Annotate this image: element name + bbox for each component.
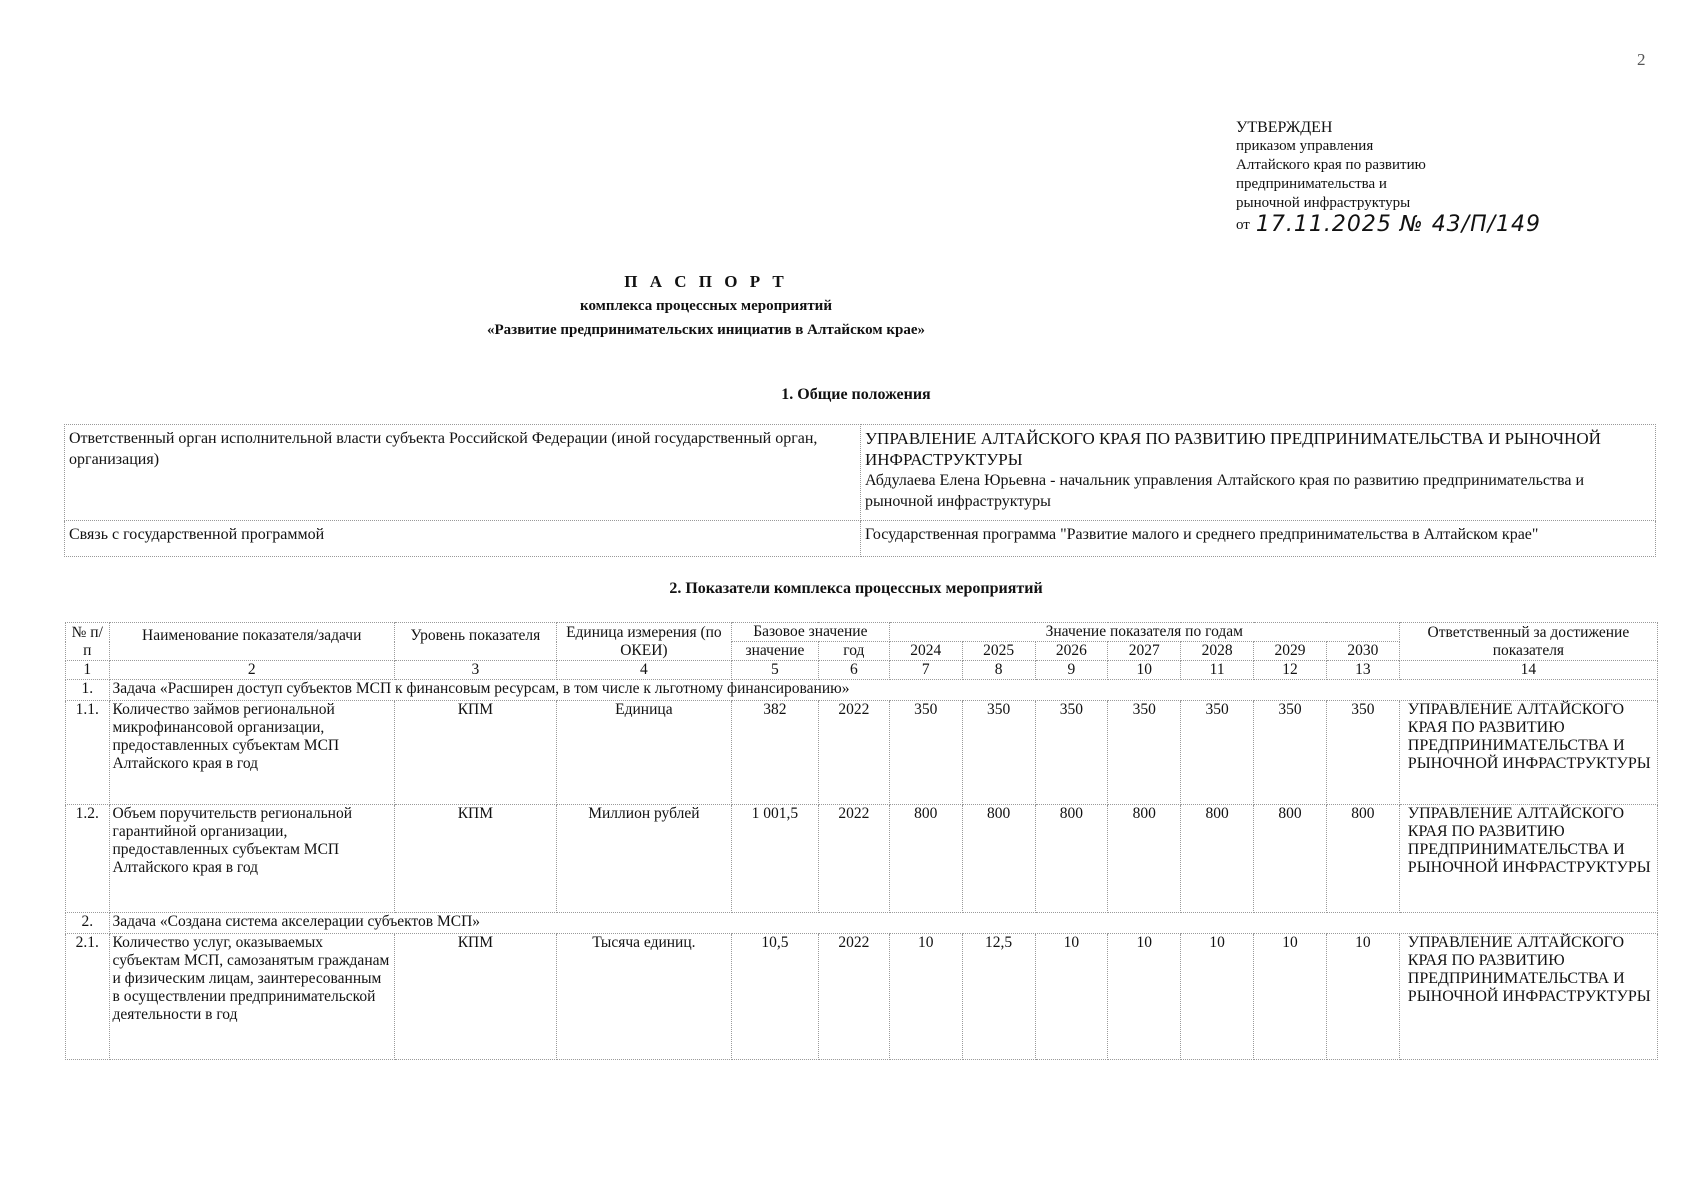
task-row bbox=[66, 913, 1658, 934]
indicator-value: 10 bbox=[889, 934, 962, 1060]
approval-line: Алтайского края по развитию bbox=[1236, 157, 1426, 173]
section1-heading: 1. Общие положения bbox=[781, 386, 931, 403]
header-unit: Единица измерения (по ОКЕИ) bbox=[556, 623, 731, 661]
indicator-unit: Тысяча единиц. bbox=[556, 934, 731, 1060]
indicator-level: КПМ bbox=[394, 805, 556, 913]
task-title: Задача «Создана система акселерации субъектов МСП» bbox=[109, 913, 1657, 934]
approval-title: УТВЕРЖДЕН bbox=[1236, 119, 1333, 136]
indicator-base-value: 1 001,5 bbox=[731, 805, 818, 913]
column-number: 2 bbox=[109, 661, 394, 680]
indicator-value: 350 bbox=[1326, 701, 1399, 805]
indicator-value: 10 bbox=[1181, 934, 1254, 1060]
column-number: 14 bbox=[1399, 661, 1657, 680]
column-number: 7 bbox=[889, 661, 962, 680]
table-row bbox=[66, 934, 1658, 1060]
approval-line: предпринимательства и bbox=[1236, 176, 1387, 192]
indicator-number: 1.2. bbox=[66, 805, 110, 913]
page-number: 2 bbox=[1637, 50, 1646, 69]
indicator-level: КПМ bbox=[394, 934, 556, 1060]
indicator-number: 1.1. bbox=[66, 701, 110, 805]
indicator-name: Количество займов региональной микрофинансовой организации, предоставленных субъектам МСП Алтайского края в год bbox=[109, 701, 394, 805]
general-row-label: Ответственный орган исполнительной власти субъекта Российской Федерации (иной государственный орган, организация) bbox=[65, 425, 861, 521]
indicator-value: 800 bbox=[1108, 805, 1181, 913]
title-passport: П А С П О Р Т bbox=[624, 272, 788, 291]
indicator-value: 350 bbox=[1254, 701, 1327, 805]
indicator-unit: Единица bbox=[556, 701, 731, 805]
header-year: 2026 bbox=[1035, 642, 1108, 661]
general-row-label: Связь с государственной программой bbox=[65, 521, 861, 557]
task-title: Задача «Расширен доступ субъектов МСП к финансовым ресурсам, в том числе к льготному финансированию» bbox=[109, 680, 1657, 701]
column-number: 9 bbox=[1035, 661, 1108, 680]
column-number: 11 bbox=[1181, 661, 1254, 680]
indicator-responsible: УПРАВЛЕНИЕ АЛТАЙСКОГО КРАЯ ПО РАЗВИТИЮ ПРЕДПРИНИМАТЕЛЬСТВА И РЫНОЧНОЙ ИНФРАСТРУКТУРЫ bbox=[1399, 701, 1657, 805]
indicator-base-value: 10,5 bbox=[731, 934, 818, 1060]
approval-handwritten-date: 17.11.2025 № 43/П/149 bbox=[1255, 212, 1542, 237]
header-name: Наименование показателя/задачи bbox=[109, 623, 394, 661]
table-row bbox=[66, 701, 1658, 805]
indicator-value: 350 bbox=[889, 701, 962, 805]
header-base-year: год bbox=[818, 642, 889, 661]
header-base-value: значение bbox=[731, 642, 818, 661]
indicator-value: 350 bbox=[1108, 701, 1181, 805]
responsible-organ-head: Абдулаева Елена Юрьевна - начальник управления Алтайского края по развитию предпринимательства и рыночной инфраструктуры bbox=[865, 472, 1585, 510]
header-year: 2024 bbox=[889, 642, 962, 661]
indicator-name: Объем поручительств региональной гарантийной организации, предоставленных субъектам МСП Алтайского края в год bbox=[109, 805, 394, 913]
indicator-name: Количество услуг, оказываемых субъектам МСП, самозанятым гражданам и физическим лицам, заинтересованным в осуществлении предпринимательской деятельности в год bbox=[109, 934, 394, 1060]
general-provisions-table bbox=[64, 424, 1656, 557]
responsible-organ-name: УПРАВЛЕНИЕ АЛТАЙСКОГО КРАЯ ПО РАЗВИТИЮ ПРЕДПРИНИМАТЕЛЬСТВА И РЫНОЧНОЙ ИНФРАСТРУКТУРЫ bbox=[865, 429, 1601, 469]
column-numbers-row bbox=[66, 661, 1658, 680]
indicator-value: 10 bbox=[1035, 934, 1108, 1060]
indicator-value: 350 bbox=[962, 701, 1035, 805]
indicator-value: 10 bbox=[1326, 934, 1399, 1060]
indicator-value: 10 bbox=[1108, 934, 1181, 1060]
indicator-value: 800 bbox=[1035, 805, 1108, 913]
header-row bbox=[66, 623, 1658, 642]
header-year: 2029 bbox=[1254, 642, 1327, 661]
column-number: 13 bbox=[1326, 661, 1399, 680]
indicator-unit: Миллион рублей bbox=[556, 805, 731, 913]
header-base: Базовое значение bbox=[731, 623, 889, 642]
approval-date-line bbox=[1236, 213, 1541, 235]
indicator-value: 800 bbox=[1181, 805, 1254, 913]
indicator-value: 10 bbox=[1254, 934, 1327, 1060]
indicator-value: 800 bbox=[962, 805, 1035, 913]
column-number: 10 bbox=[1108, 661, 1181, 680]
header-year: 2025 bbox=[962, 642, 1035, 661]
column-number: 5 bbox=[731, 661, 818, 680]
indicator-responsible: УПРАВЛЕНИЕ АЛТАЙСКОГО КРАЯ ПО РАЗВИТИЮ ПРЕДПРИНИМАТЕЛЬСТВА И РЫНОЧНОЙ ИНФРАСТРУКТУРЫ bbox=[1399, 805, 1657, 913]
indicator-value: 800 bbox=[1326, 805, 1399, 913]
indicator-value: 12,5 bbox=[962, 934, 1035, 1060]
task-number: 2. bbox=[66, 913, 110, 934]
indicator-value: 350 bbox=[1035, 701, 1108, 805]
document-title bbox=[0, 270, 1412, 342]
column-number: 12 bbox=[1254, 661, 1327, 680]
header-year: 2030 bbox=[1326, 642, 1399, 661]
indicator-value: 350 bbox=[1181, 701, 1254, 805]
general-row-value: Государственная программа "Развитие малого и среднего предпринимательства в Алтайском крае" bbox=[861, 521, 1656, 557]
task-number: 1. bbox=[66, 680, 110, 701]
column-number: 1 bbox=[66, 661, 110, 680]
section2-heading: 2. Показатели комплекса процессных мероприятий bbox=[669, 580, 1043, 597]
general-row bbox=[65, 521, 1656, 557]
indicator-base-year: 2022 bbox=[818, 805, 889, 913]
indicator-base-year: 2022 bbox=[818, 934, 889, 1060]
table-row bbox=[66, 805, 1658, 913]
header-year: 2028 bbox=[1181, 642, 1254, 661]
approval-stamp-block bbox=[1236, 118, 1541, 235]
header-level: Уровень показателя bbox=[394, 623, 556, 661]
indicators-table bbox=[65, 622, 1658, 1060]
header-year: 2027 bbox=[1108, 642, 1181, 661]
indicator-value: 800 bbox=[889, 805, 962, 913]
general-row-value bbox=[861, 425, 1656, 521]
column-number: 8 bbox=[962, 661, 1035, 680]
indicator-responsible: УПРАВЛЕНИЕ АЛТАЙСКОГО КРАЯ ПО РАЗВИТИЮ ПРЕДПРИНИМАТЕЛЬСТВА И РЫНОЧНОЙ ИНФРАСТРУКТУРЫ bbox=[1399, 934, 1657, 1060]
title-program-name: «Развитие предпринимательских инициатив в Алтайском крае» bbox=[487, 322, 925, 338]
approval-line: рыночной инфраструктуры bbox=[1236, 195, 1411, 211]
header-years-group: Значение показателя по годам bbox=[889, 623, 1399, 642]
title-subtitle: комплекса процессных мероприятий bbox=[580, 298, 832, 314]
indicator-base-value: 382 bbox=[731, 701, 818, 805]
header-no: № п/п bbox=[66, 623, 110, 661]
indicator-number: 2.1. bbox=[66, 934, 110, 1060]
approval-date-prefix: от bbox=[1236, 217, 1250, 233]
header-responsible: Ответственный за достижение показателя bbox=[1399, 623, 1657, 661]
approval-line: приказом управления bbox=[1236, 138, 1374, 154]
task-row bbox=[66, 680, 1658, 701]
column-number: 4 bbox=[556, 661, 731, 680]
column-number: 3 bbox=[394, 661, 556, 680]
column-number: 6 bbox=[818, 661, 889, 680]
indicator-value: 800 bbox=[1254, 805, 1327, 913]
general-row bbox=[65, 425, 1656, 521]
indicator-base-year: 2022 bbox=[818, 701, 889, 805]
indicator-level: КПМ bbox=[394, 701, 556, 805]
